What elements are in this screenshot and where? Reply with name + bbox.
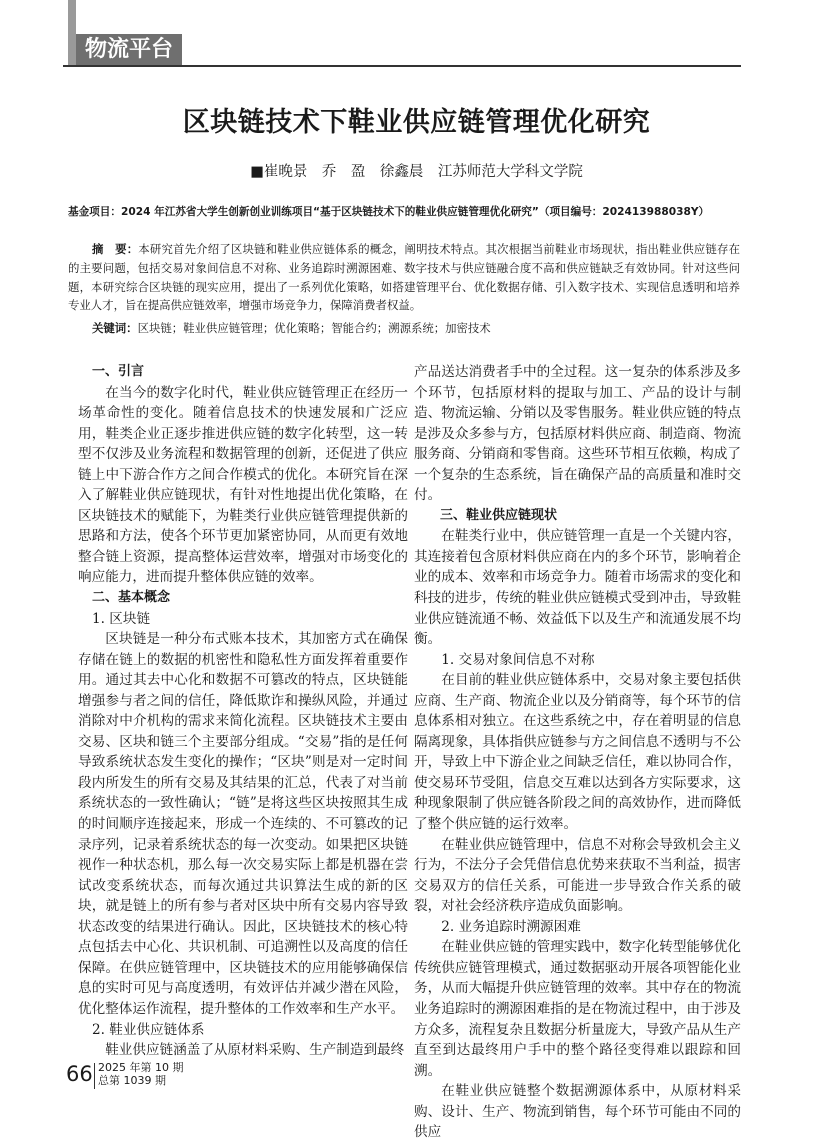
body-paragraph: 区块链是一种分布式账本技术，其加密方式在确保存储在链上的数据的机密性和隐私性方面发挥着重要作用。通过其去中心化和数据不可篡改的特点，区块链能增强参与者之间的信任，降低欺诈和操纵风险，并通过消除对中介机构的需求来简化流程。区块链技术主要由交易、区块和链三个主要部分组成。“交易”指的是任何导致系统状态发生变化的操作；“区块”则是对一定时间段内所发生的所有交易及其结果的汇总，代表了对当前系统状态的一致性确认；“链”是将这些区块按照其生成的时间顺序连接起来，形成一个连续的、不可篡改的记录序列，记录着系统状态的每一次变动。如果把区块链视作一种状态机，那么每一次交易实际上都是机器在尝试改变系统状态，而每次通过共识算法生成的新的区块，就是链上的所有参与者对区块中所有交易内容导致状态改变的结果进行确认。因此，区块链技术的核心特点包括去中心化、共识机制、可追溯性以及高度的信任保障。在供应链管理中，区块链技术的应用能够确保信息的实时可见与高度透明，有效评估并减少潜在风险，优化整体运作流程，提升整体的工作效率和生产水平。 [78,631,408,1017]
body-paragraph: 在鞋业供应链的管理实践中，数字化转型能够优化传统供应链管理模式，通过数据驱动开展各项智能化业务，从而大幅提升供应链管理的效率。其中存在的物流业务追踪时的溯源困难指的是在物流过程中，由于涉及方众多，流程复杂且数据分析量庞大，导致产品从生产直至到达最终用户手中的整个路径变得难以跟踪和回溯。 [414,939,741,1079]
issue-info [98,1061,183,1087]
keywords-label: 关键词： [92,321,138,335]
section-heading: 二、基本概念 [92,590,171,606]
abstract-label: 摘 要： [92,242,139,256]
body-paragraph: 产品送达消费者手中的全过程。这一复杂的体系涉及多个环节，包括原材料的提取与加工、产品的设计与制造、物流运输、分销以及零售服务。鞋业供应链的特点是涉及众多参与方，包括原材料供应商、制造商、物流服务商、分销商和零售商。这些环节相互依赖，构成了一个复杂的生态系统，旨在确保产品的高质量和准时交付。 [414,364,741,504]
subsection-heading: 1. 交易对象间信息不对称 [441,651,595,668]
section-tag: 物流平台 [76,34,182,66]
issue-number: 2025 年第 10 期 [98,1061,184,1074]
subsection-heading: 2. 鞋业供应链体系 [92,1021,205,1038]
body-paragraph: 在当今的数字化时代，鞋业供应链管理正在经历一场革命性的变化。随着信息技术的快速发展和广泛应用，鞋类企业正逐步推进供应链的数字化转型，这一转型不仅涉及业务流程和数据管理的创新，还促进了供应链上中下游合作方之间合作模式的优化。本研究旨在深入了解鞋业供应链现状，有针对性地提出优化策略，在区块链技术的赋能下，为鞋类行业供应链管理提供新的思路和方法，使各个环节更加紧密协同，从而更有效地整合链上资源，提高整体运营效率，增强对市场变化的响应能力，进而提升整体供应链的效率。 [78,384,408,586]
subsection-heading: 1. 区块链 [92,610,151,627]
abstract-text: 本研究首先介绍了区块链和鞋业供应链体系的概念，阐明技术特点。其次根据当前鞋业市场现状，指出鞋业供应链存在的主要问题，包括交易对象间信息不对称、业务追踪时溯源困难、数字技术与供应链融合度不高和供应链缺乏有效协同。针对这些问题，本研究综合区块链的现实应用，提出了一系列优化策略，如搭建管理平台、优化数据存储、引入数字技术、实现信息透明和培养专业人才，旨在提高供应链效率，增强市场竞争力，保障消费者权益。 [68,242,740,313]
header-rule [63,65,741,67]
body-paragraph: 在鞋业供应链整个数据溯源体系中，从原材料采购、设计、生产、物流到销售，每个环节可能由不同的供应 [414,1083,741,1141]
article-title: 区块链技术下鞋业供应链管理优化研究 [182,107,651,138]
footer-divider [94,1063,95,1089]
abstract [68,240,740,315]
left-column [78,362,408,1061]
body-paragraph: 鞋业供应链涵盖了从原材料采购、生产制造到最终 [105,1042,405,1059]
keywords [92,319,742,337]
keywords-text: 区块链；鞋业供应链管理；优化策略；智能合约；溯源系统；加密技术 [137,321,491,335]
section-heading: 三、鞋业供应链现状 [440,507,558,523]
side-decoration-bar [68,0,76,66]
authors: ■崔晚景 乔 盈 徐鑫晨 江苏师范大学科文学院 [250,164,583,180]
body-paragraph: 在鞋类行业中，供应链管理一直是一个关键内容，其连接着包含原材料供应商在内的多个环节，影响着企业的成本、效率和市场竞争力。随着市场需求的变化和科技的进步，传统的鞋业供应链模式受到冲击，导致鞋业供应链流通不畅、效益低下以及生产和流通发展不均衡。 [414,528,741,648]
fund-note: 基金项目：2024 年江苏省大学生创新创业训练项目“基于区块链技术下的鞋业供应链管理优化研究”（项目编号：202413988038Y） [68,206,710,218]
section-heading: 一、引言 [92,364,145,379]
body-paragraph: 在目前的鞋业供应链体系中，交易对象主要包括供应商、生产商、物流企业以及分销商等，每个环节的信息体系相对独立。在这些系统之中，存在着明显的信息隔离现象，具体指供应链参与方之间信息不透明与不公开，导致上中下游企业之间缺乏信任，难以协同合作，使交易环节受阻，信息交互难以达到各方实际要求，这种现象限制了供应链各阶段之间的高效协作，进而降低了整个供应链的运行效率。 [414,672,741,833]
page-number: 66 [66,1062,93,1086]
body-paragraph: 在鞋业供应链管理中，信息不对称会导致机会主义行为，不法分子会凭借信息优势来获取不当利益，损害交易双方的信任关系，可能进一步导致合作关系的破裂，对社会经济秩序造成负面影响。 [414,836,741,915]
right-column [414,362,741,1143]
total-issue-number: 总第 1039 期 [98,1074,166,1087]
subsection-heading: 2. 业务追踪时溯源困难 [441,918,581,935]
